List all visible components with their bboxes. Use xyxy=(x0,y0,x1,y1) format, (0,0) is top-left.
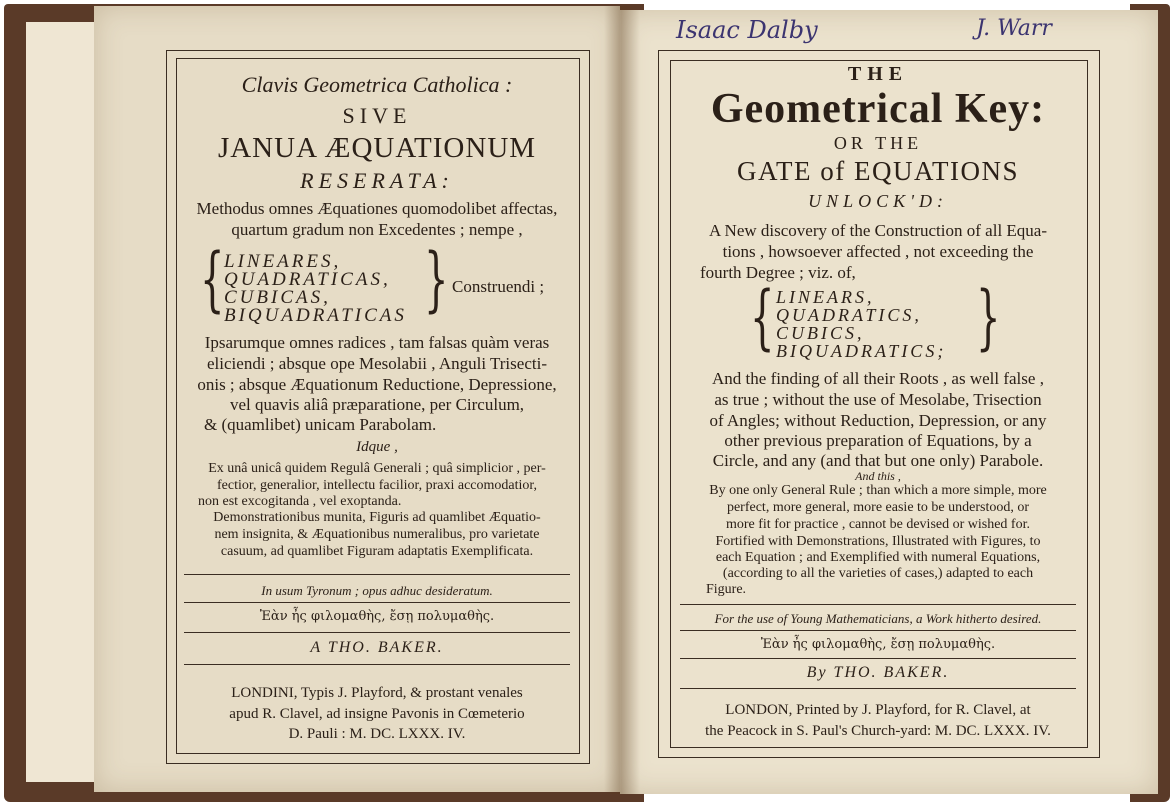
left-imprint-1: LONDINI, Typis J. Playford, & prostant venales xyxy=(231,685,523,701)
left-title-line1: Clavis Geometrica Catholica : xyxy=(241,72,513,97)
right-body2-4: Fortified with Demonstrations, Illustrated with Figures, to xyxy=(715,534,1041,549)
right-body2-1: By one only General Rule ; than which a more simple, more xyxy=(709,483,1047,498)
left-body2-4: Demonstrationibus munita, Figuris ad quamlibet Æquatio- xyxy=(213,510,541,525)
right-rule-3 xyxy=(680,658,1076,659)
left-title-line3: JANUA ÆQUATIONUM xyxy=(217,132,537,164)
left-body2-3: non est excogitanda , vel exoptanda. xyxy=(198,494,402,509)
left-list-item-2: QUADRATICAS, xyxy=(224,269,391,290)
left-author: A THO. BAKER. xyxy=(310,639,444,656)
right-intro-1: A New discovery of the Construction of all Equa- xyxy=(708,221,1048,240)
right-list-item-3: CUBICS, xyxy=(776,323,865,343)
left-rule-2 xyxy=(184,602,570,603)
right-body-3: of Angles; without Reduction, Depression, or any xyxy=(709,411,1047,430)
left-title-line4: RESERATA: xyxy=(300,168,454,193)
right-imprint-2: the Peacock in S. Paul's Church-yard: M. DC. LXXX. IV. xyxy=(705,723,1051,739)
right-imprint-1: LONDON, Printed by J. Playford, for R. Clavel, at xyxy=(725,702,1031,718)
left-intro-1: Methodus omnes Æquationes quomodolibet affectas, xyxy=(196,199,558,218)
left-body-4: vel quavis aliâ præparatione, per Circulum, xyxy=(229,395,525,414)
right-list-item-1: LINEARS, xyxy=(776,287,875,307)
left-idque: Idque , xyxy=(356,439,398,455)
left-body2-1: Ex unâ unicâ quidem Regulâ Generali ; quâ simplicior , per- xyxy=(208,461,546,476)
left-body2-2: fectior, generalior, intellectu facilior, praxi accomodatior, xyxy=(217,478,537,493)
right-intro-2: tions , howsoever affected , not exceeding the xyxy=(722,242,1034,261)
right-rule-1 xyxy=(680,604,1076,605)
signature-j-warr: J. Warr xyxy=(976,16,1052,41)
right-list-item-4: BIQUADRATICS; xyxy=(776,341,947,361)
right-body-2: as true ; without the use of Mesolabe, Trisection xyxy=(714,390,1042,409)
right-title-line1: THE xyxy=(847,63,909,85)
right-and-this: And this , xyxy=(855,469,901,483)
right-use: For the use of Young Mathematicians, a Work hitherto desired. xyxy=(714,611,1042,626)
right-greek-motto: Ἐὰν ἦς φιλομαθὴς, ἔσῃ πολυμαθὴς. xyxy=(760,637,996,652)
right-title-line3: OR THE xyxy=(833,133,923,153)
right-rule-4 xyxy=(680,688,1076,689)
book-gutter xyxy=(604,6,640,794)
right-list-brace-close: } xyxy=(976,276,1001,358)
left-title-line2: SIVE xyxy=(342,103,412,128)
left-greek-motto: Ἐὰν ἦς φιλομαθὴς, ἔσῃ πολυμαθὴς. xyxy=(259,609,495,624)
left-rule-1 xyxy=(184,574,570,575)
right-intro-3: fourth Degree ; viz. of, xyxy=(700,263,856,282)
left-list-item-1: LINEARES, xyxy=(224,251,342,272)
right-title-line4: GATE of EQUATIONS xyxy=(737,156,1019,186)
left-list-brace-close: } xyxy=(424,238,449,320)
right-body-5: Circle, and any (and that but one only) Parabole. xyxy=(712,451,1044,470)
left-list-item-4: BIQUADRATICAS xyxy=(224,305,407,326)
left-list-brace-open: { xyxy=(200,238,225,320)
left-body2-5: nem insignita, & Æquationibus numeralibus, pro varietate xyxy=(214,527,540,542)
left-body-2: eliciendi ; absque ope Mesolabii , Anguli Trisecti- xyxy=(207,354,547,373)
left-body2-6: casuum, ad quamlibet Figuram adaptatis Exemplificata. xyxy=(220,544,534,559)
right-list-item-2: QUADRATICS, xyxy=(776,305,922,325)
left-rule-3 xyxy=(184,632,570,633)
right-list-brace-open: { xyxy=(750,276,775,358)
signature-isaac-dalby: Isaac Dalby xyxy=(676,16,818,44)
left-intro-2: quartum gradum non Excedentes ; nempe , xyxy=(231,220,523,239)
left-imprint-2: apud R. Clavel, ad insigne Pavonis in Cœmeterio xyxy=(229,706,525,722)
right-body2-6: (according to all the varieties of cases,) adapted to each xyxy=(722,566,1034,581)
right-body-1: And the finding of all their Roots , as well false , xyxy=(712,369,1044,388)
left-list-suffix: Construendi ; xyxy=(452,277,545,296)
right-title-line5: UNLOCK'D: xyxy=(808,191,948,211)
right-body2-5: each Equation ; and Exemplified with numeral Equations, xyxy=(715,550,1041,565)
left-body-1: Ipsarumque omnes radices , tam falsas quàm veras xyxy=(204,333,550,352)
right-author: By THO. BAKER. xyxy=(806,664,950,681)
left-rule-4 xyxy=(184,664,570,665)
right-body2-7: Figure. xyxy=(706,582,747,597)
right-body-4: other previous preparation of Equations, by a xyxy=(724,431,1032,450)
left-body-3: onis ; absque Æquationum Reductione, Depressione, xyxy=(197,375,557,394)
left-usum: In usum Tyronum ; opus adhuc desideratum. xyxy=(261,583,493,598)
right-body2-2: perfect, more general, more easie to be understood, or xyxy=(726,500,1030,515)
left-imprint-3: D. Pauli : M. DC. LXXX. IV. xyxy=(288,726,466,742)
left-body-5: & (quamlibet) unicam Parabolam. xyxy=(204,415,437,434)
right-rule-2 xyxy=(680,630,1076,631)
right-title-line2: Geometrical Key: xyxy=(710,86,1046,132)
left-list-item-3: CUBICAS, xyxy=(224,287,331,308)
right-body2-3: more fit for practice , cannot be devised or wished for. xyxy=(725,517,1030,532)
